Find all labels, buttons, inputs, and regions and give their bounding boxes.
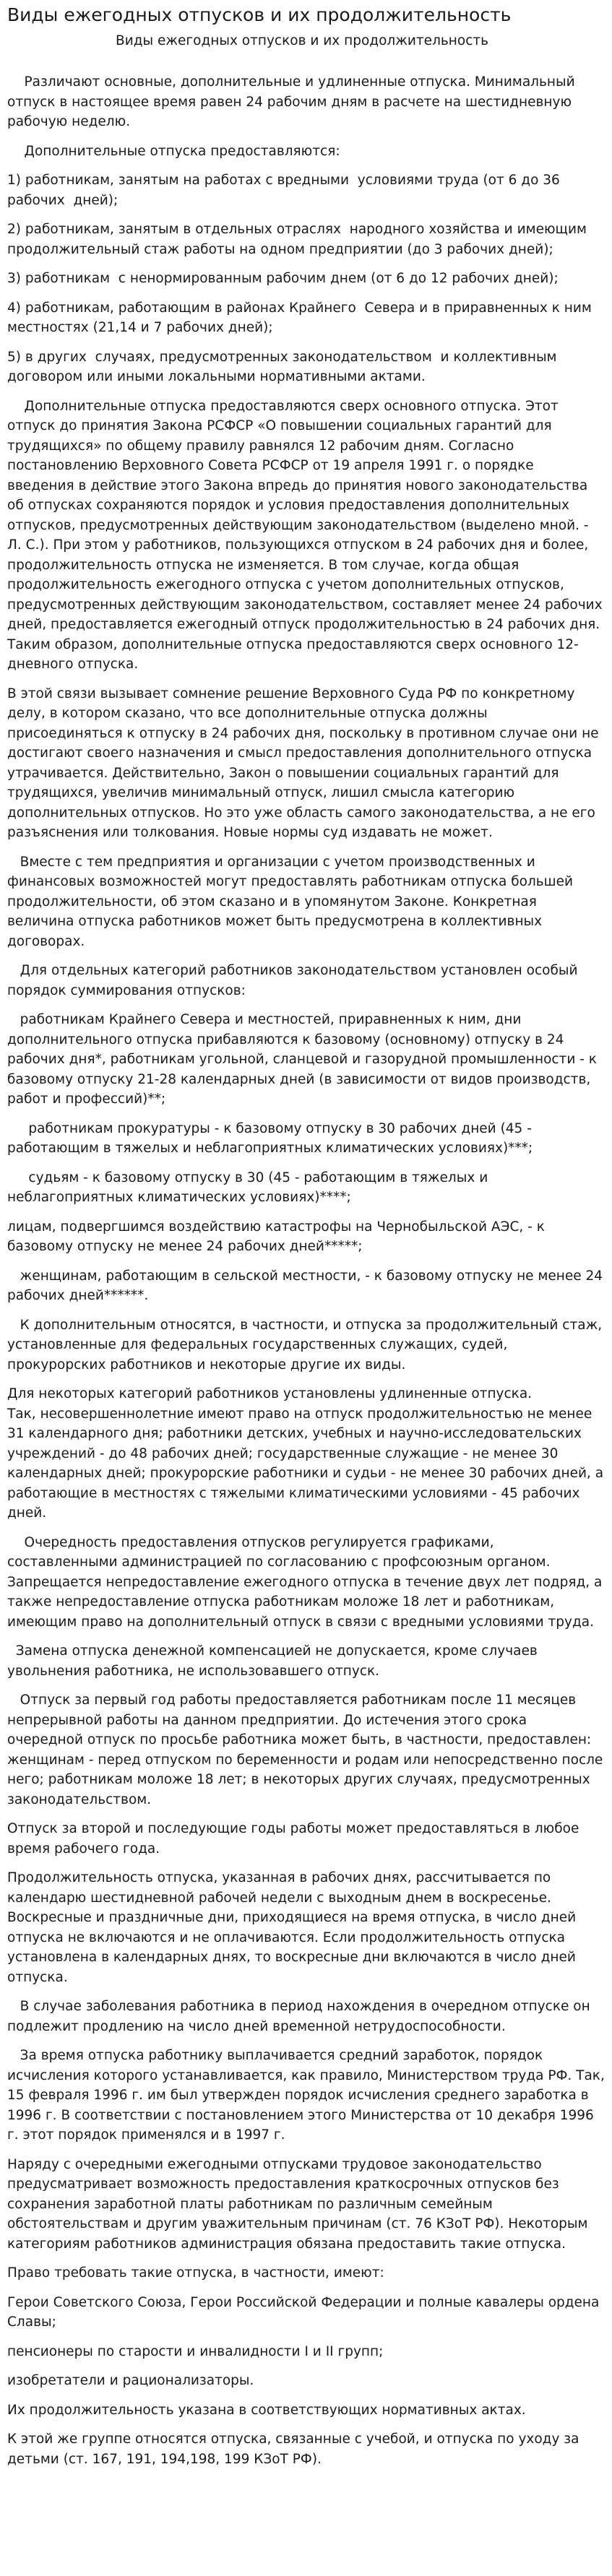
paragraph: Право требовать такие отпуска, в частности, имеют: <box>7 2265 384 2281</box>
paragraph: Дополнительные отпуска предоставляются: <box>7 143 340 159</box>
paragraph: Отпуск за первый год работы предоставляется работникам после 11 месяцев непрерывной работы на данном предприятии. До истечения этого срока очередной отпуск по просьбе работника может быть, в частности, предоставлен: женщинам - перед отпуском по беременности и родам или непосредственно после него; работникам моложе 18 лет; в некоторых других случаях, предусмотренных законодательством. <box>7 1693 608 1807</box>
paragraph: женщинам, работающим в сельской местности, - к базовому отпуску не менее 24 рабочих дней******. <box>7 1268 607 1303</box>
paragraph: В этой связи вызывает сомнение решение Верховного Суда РФ по конкретному делу, в котором сказано, что все дополнительные отпуска должны присоединяться к отпуску в 24 рабочих дня, поскольку в противном случае они не достигают своего назначения и смысл предоставления дополнительного отпуска утрачивается. Действительно, Закон о повышении социальных гарантий для трудящихся, увеличив минимальный отпуск, лишил смысла категорию дополнительных отпусков. Но это уже область самого законодательства, а не его разъяснения или толкования. Новые нормы суд издавать не может. <box>7 686 603 840</box>
paragraph: Вместе с тем предприятия и организации с учетом производственных и финансовых возможностей могут предоставлять работникам отпуска большей продолжительности, об этом сказано и в упомянутом Законе. Конкретная величина отпуска работников может быть предусмотрена в коллективных договорах. <box>7 854 577 949</box>
paragraph: Для некоторых категорий работников установлены удлиненные отпуска. Так, несовершеннолетние имеют право на отпуск продолжительностью не менее 31 календарного дня; работники детских, учебных и научно-исследовательских учреждений - до 48 рабочих дней; государственные служащие - не менее 30 календарных дней; прокурорские работники и судьи - не менее 30 рабочих дней, а работающие в местностях с тяжелыми климатическими условиями - 45 рабочих дней. <box>7 1386 604 1521</box>
paragraph: 1) работникам, занятым на работах с вредными условиями труда (от 6 до 36 рабочих дней); <box>7 173 564 208</box>
document-body <box>7 72 609 2469</box>
paragraph: судьям - к базовому отпуску в 30 (45 - работающим в тяжелых и неблагоприятных климатических условиях)****; <box>7 1170 493 1205</box>
paragraph: 4) работникам, работающим в районах Крайнего Севера и в приравненных к ним местностях (21,14 и 7 рабочих дней); <box>7 300 596 335</box>
paragraph: работникам прокуратуры - к базовому отпуску в 30 рабочих дней (45 - работающим в тяжелых и неблагоприятных климатических условиях)***; <box>7 1120 536 1156</box>
paragraph: К дополнительным относятся, в частности, и отпуска за продолжительный стаж, установленные для федеральных государственных служащих, судей, прокурорских работников и некоторые другие их виды. <box>7 1317 607 1373</box>
paragraph: Герои Советского Союза, Герои Российской Федерации и полные кавалеры ордена Славы; <box>7 2294 604 2330</box>
paragraph: В случае заболевания работника в период нахождения в очередном отпуске он подлежит продлению на число дней временной нетрудоспособности. <box>7 1999 595 2034</box>
paragraph: За время отпуска работнику выплачивается средний заработок, порядок исчисления которого устанавливается, как правило, Министерством труда РФ. Так, 15 февраля 1996 г. им был утвержден порядок исчисления среднего заработка в 1996 г. В соответствии с постановлением этого Министерства от 10 декабря 1996 г. этот порядок применялся и в 1997 г. <box>7 2048 609 2143</box>
paragraph: Их продолжительность указана в соответствующих нормативных актах. <box>7 2402 526 2418</box>
paragraph: изобретатели и рационализаторы. <box>7 2373 254 2388</box>
paragraph: пенсионеры по старости и инвалидности I и II групп; <box>7 2343 384 2359</box>
paragraph: Отпуск за второй и последующие годы работы может предоставляться в любое время рабочего года. <box>7 1821 584 1857</box>
paragraph: Очередность предоставления отпусков регулируется графиками, составленными администрацией по согласованию с профсоюзным органом. Запрещается непредоставление ежегодного отпуска в течение двух лет подряд, а также непредоставление отпуска работникам моложе 18 лет и работникам, имеющим право на дополнительный отпуск в связи с вредными условиями труда. <box>7 1534 607 1630</box>
paragraph: Для отдельных категорий работников законодательством установлен особый порядок суммирования отпусков: <box>7 963 582 998</box>
page-title: Виды ежегодных отпусков и их продолжительность <box>7 4 512 25</box>
paragraph: Дополнительные отпуска предоставляются сверх основного отпуска. Этот отпуск до принятия Закона РСФСР «О повышении социальных гарантий для трудящихся» по общему правилу равнялся 12 рабочим дням. Согласно постановлению Верховного Совета РСФСР от 19 апреля 1991 г. о порядке введения в действие этого Закона впредь до принятия нового законодательства об отпусках сохраняются порядок и условия предоставления дополнительных отпусков, предусмотренных действующим законодательством (выделено мной. - Л. С.). При этом у работников, пользующихся отпуском в 24 рабочих дня и более, продолжительность отпуска не изменяется. В том случае, когда общая продолжительность ежегодного отпуска с учетом дополнительных отпусков, предусмотренных действующим законодательством, составляет менее 24 рабочих дней, предоставляется ежегодный отпуск продолжительностью в 24 рабочих дня. Таким образом, дополнительные отпуска предоставляются сверх основного 12-дневного отпуска. <box>7 398 607 672</box>
paragraph: 2) работникам, занятым в отдельных отраслях народного хозяйства и имеющим продолжительный стаж работы на одном предприятии (до 3 рабочих дней); <box>7 222 591 257</box>
paragraph: К этой же группе относятся отпуска, связанные с учебой, и отпуска по уходу за детьми (ст. 167, 191, 194,198, 199 КЗоТ РФ). <box>7 2432 584 2467</box>
paragraph: лицам, подвергшимся воздействию катастрофы на Чернобыльской АЭС, - к базовому отпуску не менее 24 рабочих дней*****; <box>7 1219 549 1254</box>
paragraph: Продолжительность отпуска, указанная в рабочих днях, рассчитывается по календарю шестидневной рабочей недели с выходным днем в воскресенье. Воскресные и праздничные дни, приходящиеся на время отпуска, в число дней отпуска не включаются и не оплачиваются. Если продолжительность отпуска установлена в календарных днях, то воскресные дни включаются в число дней отпуска. <box>7 1870 581 1985</box>
paragraph: 3) работникам с ненормированным рабочим днем (от 6 до 12 рабочих дней); <box>7 271 559 286</box>
paragraph: Замена отпуска денежной компенсацией не допускается, кроме случаев увольнения работника, не использовавшего отпуск. <box>7 1643 542 1679</box>
paragraph: 5) в других случаях, предусмотренных законодательством и коллективным договором или иными локальными нормативными актами. <box>7 349 561 384</box>
paragraph: Различают основные, дополнительные и удлиненные отпуска. Минимальный отпуск в настоящее время равен 24 рабочим дням в расчете на шестидневную рабочую неделю. <box>7 74 579 129</box>
paragraph: работникам Крайнего Севера и местностей, приравненных к ним, дни дополнительного отпуска прибавляются к базовому (основному) отпуску в 24 рабочих дня*, работникам угольной, сланцевой и газорудной промышленности - к базовому отпуску 21-28 календарных дней (в зависимости от видов производств, работ и профессий)**; <box>7 1012 601 1107</box>
document-subtitle: Виды ежегодных отпусков и их продолжительность <box>116 33 489 48</box>
paragraph: Наряду с очередными ежегодными отпусками трудовое законодательство предусматривает возможность предоставления краткосрочных отпусков без сохранения заработной платы работникам по различным семейным обстоятельствам и другим уважительным причинам (ст. 76 КЗоТ РФ). Некоторым категориям работников администрация обязана предоставить такие отпуска. <box>7 2156 592 2252</box>
